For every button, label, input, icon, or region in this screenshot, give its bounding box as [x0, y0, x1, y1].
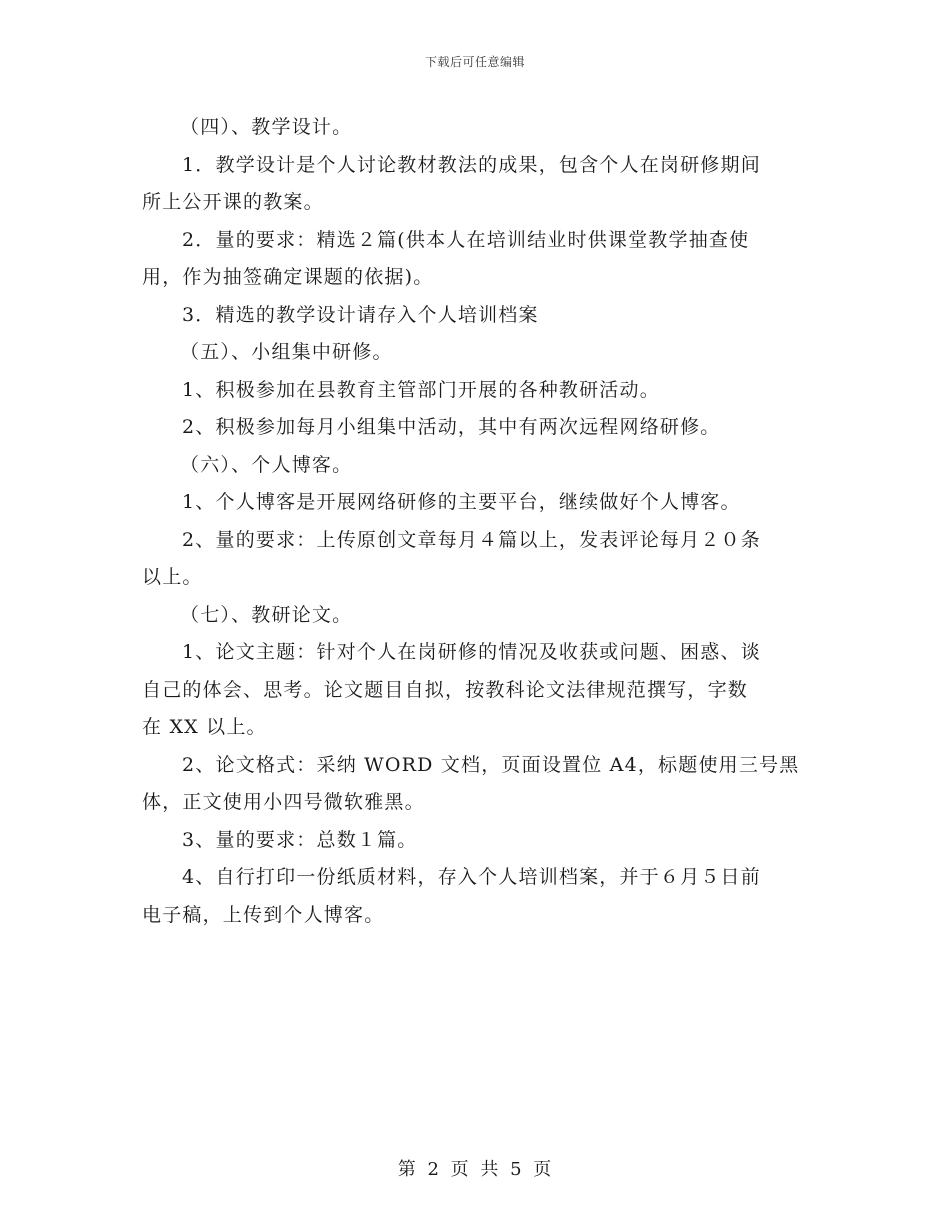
paragraph-line: 自己的体会、思考。论文题目自拟，按教科论文法律规范撰写，字数	[142, 678, 749, 701]
paragraph-line: 电子稿，上传到个人博客。	[142, 903, 385, 926]
paragraph-line: 3、量的要求：总数１篇。	[182, 828, 418, 851]
paragraph-line: 1、论文主题：针对个人在岗研修的情况及收获或问题、困惑、谈	[182, 641, 761, 663]
paragraph-line: 2．量的要求：精选２篇(供本人在培训结业时供课堂教学抽查使	[182, 228, 750, 251]
document-body	[142, 109, 808, 934]
page-footer: 第 2 页 共 5 页	[397, 1159, 553, 1180]
paragraph-line: 用，作为抽签确定课题的依据)。	[142, 266, 434, 288]
paragraph-line: 2、论文格式：采纳 WORD 文档，页面设置位 A4，标题使用三号黑	[182, 753, 800, 776]
paragraph-line: 4、自行打印一份纸质材料，存入个人培训档案，并于６月５日前	[182, 866, 761, 888]
section-heading-6: （六）、个人博客。	[180, 453, 353, 476]
paragraph-line: 体，正文使用小四号微软雅黑。	[142, 791, 425, 813]
paragraph-line: 在 XX 以上。	[142, 716, 267, 738]
section-heading-7: （七）、教研论文。	[180, 603, 353, 626]
paragraph-line: 3．精选的教学设计请存入个人培训档案	[182, 303, 539, 326]
paragraph-line: 以上。	[142, 566, 203, 588]
section-heading-5: （五）、小组集中研修。	[180, 341, 393, 363]
paragraph-line: 1、个人博客是开展网络研修的主要平台，继续做好个人博客。	[182, 491, 741, 513]
paragraph-line: 1．教学设计是个人讨论教材教法的成果，包含个人在岗研修期间	[182, 153, 761, 176]
paragraph-line: 1、积极参加在县教育主管部门开展的各种教研活动。	[182, 378, 660, 401]
paragraph-line: 2、量的要求：上传原创文章每月４篇以上，发表评论每月２０条	[182, 528, 761, 551]
section-heading-4: （四）、教学设计。	[180, 116, 353, 138]
paragraph-line: 2、积极参加每月小组集中活动，其中有两次远程网络研修。	[182, 416, 721, 438]
page-header: 下载后可任意编辑	[424, 55, 525, 69]
paragraph-line: 所上公开课的教案。	[142, 191, 324, 213]
